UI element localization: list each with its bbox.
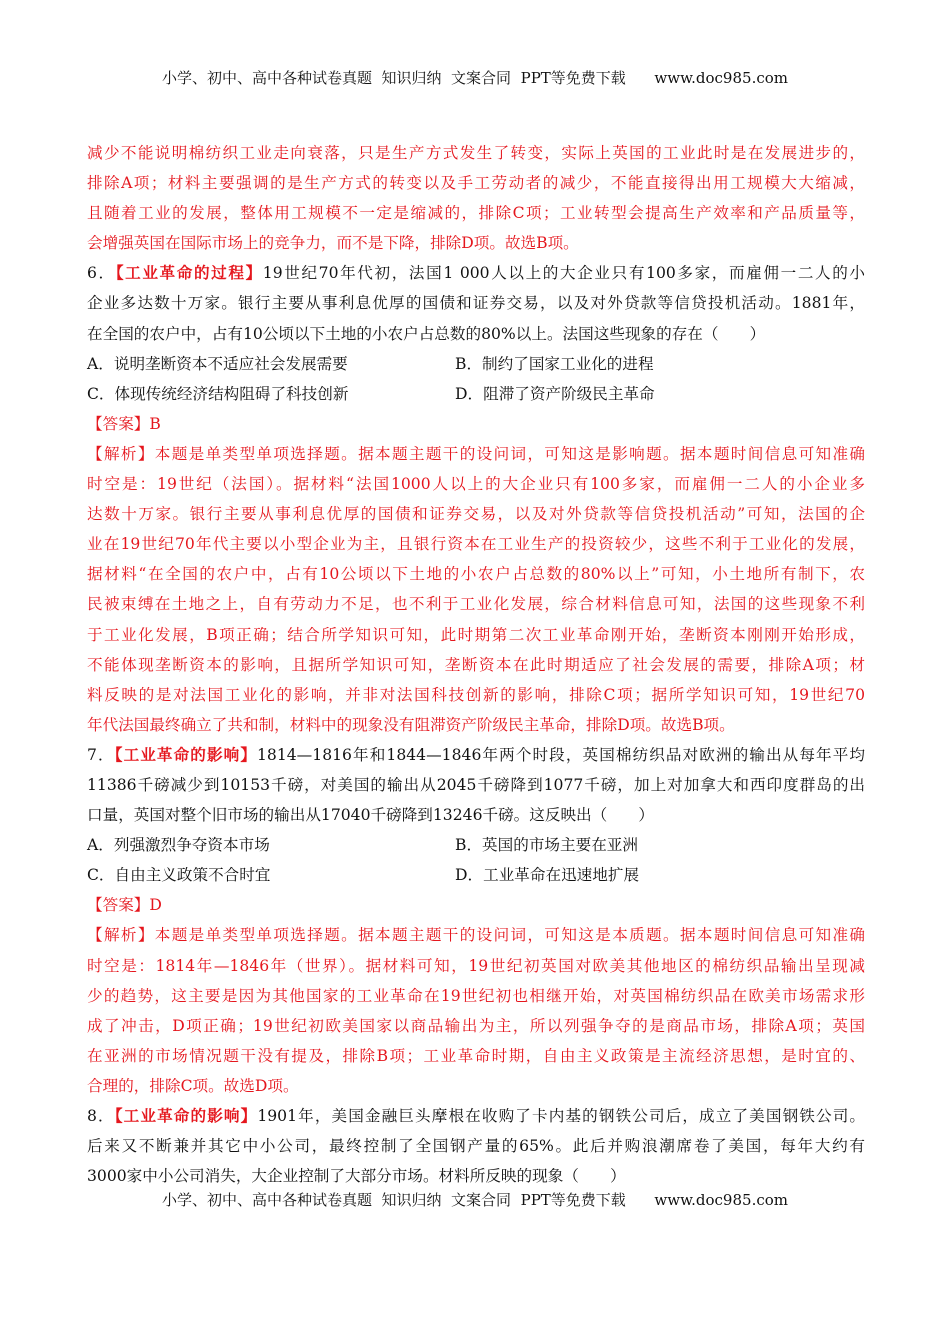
text-line: 排除A项；材料主要强调的是生产方式的转变以及手工劳动者的减少，不能直接得出用工规模大大缩减， xyxy=(87,174,865,193)
text-line: 料反映的是对法国工业化的影响，并非对法国科技创新的影响，排除C项；据所学知识可知，19世纪70 xyxy=(87,685,865,704)
text-line: 据材料“在全国的农户中，占有10公顷以下土地的小农户占总数的80%以上”可知，小土地所有制下，农 xyxy=(87,565,865,584)
explanation-block xyxy=(87,439,865,740)
question-topic-tag: 【工业革命的过程】 xyxy=(115,264,263,283)
text-line: 民被束缚在土地之上，自有劳动力不足，也不利于工业化发展，综合材料信息可知，法国的这些现象不利 xyxy=(87,595,865,614)
options-row xyxy=(87,860,865,890)
document-body xyxy=(87,138,865,1191)
text-line: 【答案】D xyxy=(87,896,162,915)
question-number: 8． xyxy=(87,1107,115,1125)
question-block xyxy=(87,1101,865,1191)
text-line xyxy=(87,1101,865,1131)
text-line: 在全国的农户中，占有10公顷以下土地的小农户占总数的80%以上。法国这些现象的存在（ ） xyxy=(87,324,766,343)
text-line: 【解析】本题是单类型单项选择题。据本题主题干的设问词，可知这是影响题。据本题时间信息可知准确 xyxy=(87,444,865,463)
text-line: 合理的，排除C项。故选D项。 xyxy=(87,1076,299,1095)
text-line: 时空是：1814年—1846年（世界）。据材料可知，19世纪初英国对欧美其他地区的棉纺织品输出呈现减 xyxy=(87,956,865,975)
question-text: 1901年，美国金融巨头摩根在收购了卡内基的钢铁公司后，成立了美国钢铁公司。 xyxy=(257,1107,866,1125)
question-topic-tag: 【工业革命的影响】 xyxy=(114,1107,258,1125)
question-topic-tag: 【工业革命的影响】 xyxy=(114,745,257,764)
answer-option[interactable]: C．自由主义政策不合时宜 xyxy=(87,866,271,885)
question-number: 6． xyxy=(87,264,116,283)
page-footer: 小学、初中、高中各种试卷真题 知识归纳 文案合同 PPT等免费下载 www.doc985.com xyxy=(161,1191,788,1209)
text-line: 成了冲击，D项正确；19世纪初欧美国家以商品输出为主，所以列强争夺的是商品市场，排除A项；英国 xyxy=(87,1016,865,1035)
text-line: 3000家中小公司消失，大企业控制了大部分市场。材料所反映的现象（ ） xyxy=(87,1167,626,1186)
text-line: 年代法国最终确立了共和制，材料中的现象没有阻滞资产阶级民主革命，排除D项。故选B项。 xyxy=(87,715,735,734)
options-row xyxy=(87,379,865,409)
answer-option[interactable]: C．体现传统经济结构阻碍了科技创新 xyxy=(87,384,349,403)
question-number: 7． xyxy=(87,745,115,764)
text-line: 业在19世纪70年代主要以小型企业为主，且银行资本在工业生产的投资较少，这些不利于工业化的发展， xyxy=(87,535,865,554)
answer-option[interactable]: A．列强激烈争夺资本市场 xyxy=(87,836,270,855)
options-row xyxy=(87,349,865,379)
answer-option[interactable]: B．英国的市场主要在亚洲 xyxy=(455,836,638,855)
explanation-block xyxy=(87,409,865,439)
text-line: 不能体现垄断资本的影响，且据所学知识可知，垄断资本在此时期适应了社会发展的需要，排除A项；材 xyxy=(87,655,865,674)
explanation-block xyxy=(87,138,865,258)
text-line: 达数十万家。银行主要从事利息优厚的国债和证券交易，以及对外贷款等信贷投机活动”可知，法国的企 xyxy=(87,505,865,524)
text-line: 少的趋势，这主要是因为其他国家的工业革命在19世纪初也相继开始，对英国棉纺织品在欧美市场需求形 xyxy=(87,986,865,1005)
question-block xyxy=(87,740,865,890)
text-line: 于工业化发展，B项正确；结合所学知识可知，此时期第二次工业革命刚开始，垄断资本刚刚开始形成， xyxy=(87,625,865,644)
text-line: 且随着工业的发展，整体用工规模不一定是缩减的，排除C项；工业转型会提高生产效率和产品质量等， xyxy=(87,204,865,223)
answer-option[interactable]: B．制约了国家工业化的进程 xyxy=(455,354,654,373)
text-line: 企业多达数十万家。银行主要从事利息优厚的国债和证券交易，以及对外贷款等信贷投机活动。1881年， xyxy=(87,294,865,313)
text-line: 在亚洲的市场情况题干没有提及，排除B项；工业革命时期，自由主义政策是主流经济思想，是时宜的、 xyxy=(87,1046,865,1065)
page-header: 小学、初中、高中各种试卷真题 知识归纳 文案合同 PPT等免费下载 www.doc985.com xyxy=(161,69,788,87)
text-line: 【解析】本题是单类型单项选择题。据本题主题干的设问词，可知这是本质题。据本题时间信息可知准确 xyxy=(87,926,865,945)
text-line: 减少不能说明棉纺织工业走向衰落，只是生产方式发生了转变，实际上英国的工业此时是在发展进步的， xyxy=(87,144,865,162)
answer-option[interactable]: D．阻滞了资产阶级民主革命 xyxy=(455,384,655,403)
text-line xyxy=(87,258,865,288)
text-line: 口量，英国对整个旧市场的输出从17040千磅降到13246千磅。这反映出（ ） xyxy=(87,806,655,825)
text-line: 【答案】B xyxy=(87,414,161,433)
explanation-block xyxy=(87,890,865,920)
answer-option[interactable]: D．工业革命在迅速地扩展 xyxy=(455,866,640,885)
answer-option[interactable]: A．说明垄断资本不适应社会发展需要 xyxy=(87,354,348,373)
question-block xyxy=(87,258,865,408)
text-line: 会增强英国在国际市场上的竞争力，而不是下降，排除D项。故选B项。 xyxy=(87,234,579,253)
question-text: 1814—1816年和1844—1846年两个时段，英国棉纺织品对欧洲的输出从每年平均 xyxy=(257,745,865,764)
options-row xyxy=(87,830,865,860)
text-line: 后来又不断兼并其它中小公司，最终控制了全国钢产量的65%。此后并购浪潮席卷了美国，每年大约有 xyxy=(87,1137,865,1156)
question-text: 19世纪70年代初，法国1 000人以上的大企业只有100多家，而雇佣一二人的小 xyxy=(262,264,866,283)
text-line: 时空是：19世纪（法国）。据材料“法国1000人以上的大企业只有100多家，而雇佣一二人的小企业多 xyxy=(87,475,865,494)
explanation-block xyxy=(87,920,865,1101)
text-line xyxy=(87,740,865,770)
text-line: 11386千磅减少到10153千磅，对美国的输出从2045千磅降到1077千磅，加上对加拿大和西印度群岛的出 xyxy=(87,775,865,794)
